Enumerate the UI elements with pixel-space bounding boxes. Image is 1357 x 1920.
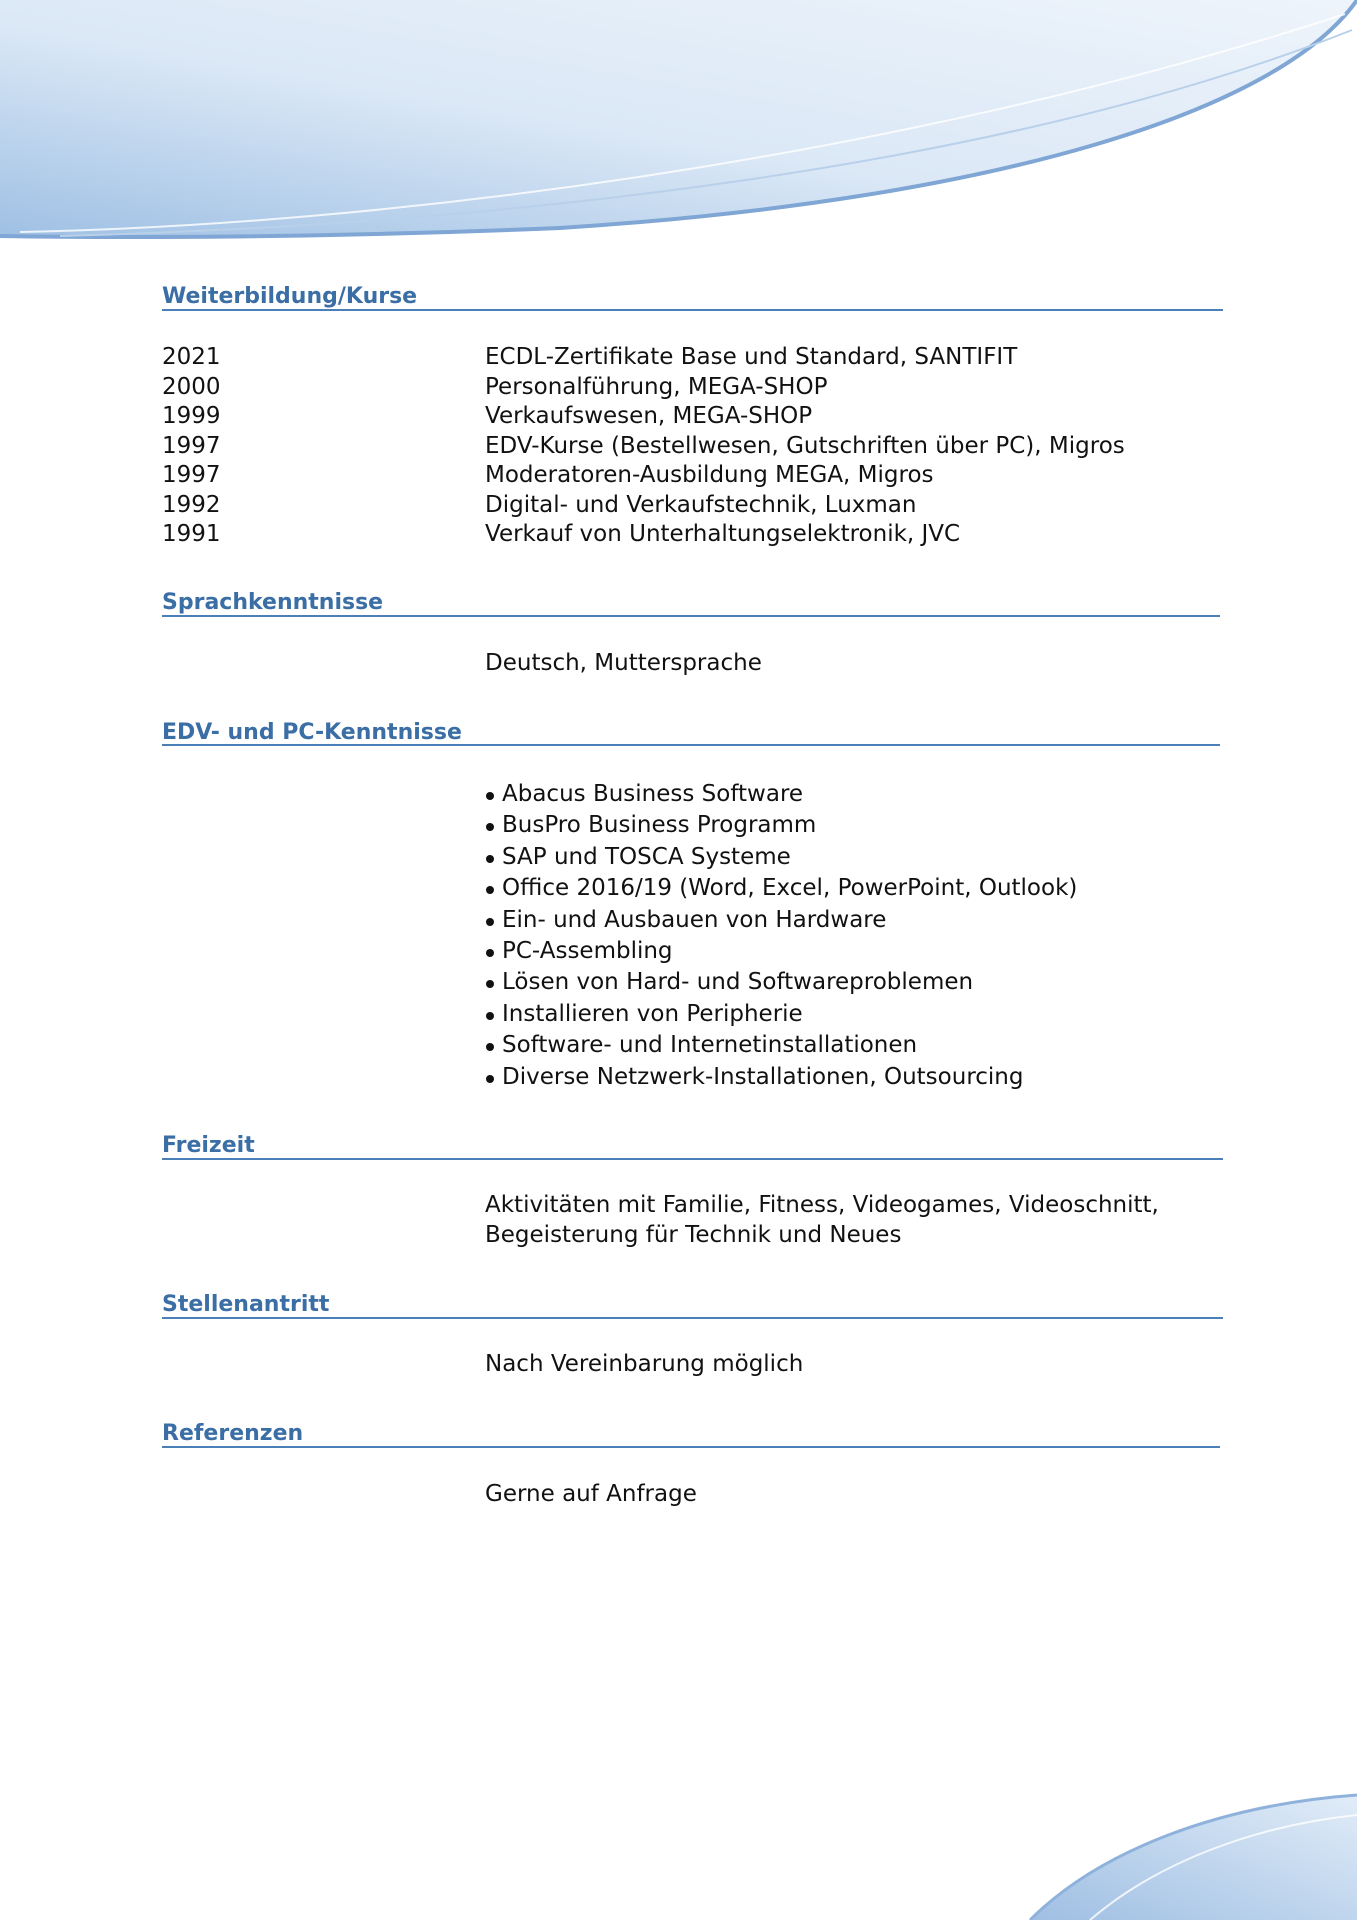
course-year: 1999 (162, 403, 221, 429)
course-year: 1997 (162, 432, 221, 459)
section-rule (162, 1317, 1223, 1319)
section-heading-edv: EDV- und PC-Kenntnisse (162, 720, 462, 745)
section-rule (162, 1158, 1223, 1160)
section-heading-stellenantritt: Stellenantritt (162, 1292, 330, 1317)
course-text: Digital- und Verkaufstechnik, Luxman (485, 491, 917, 518)
hobbies-line: Begeisterung für Technik und Neues (485, 1221, 902, 1248)
skills-list (485, 779, 1225, 1093)
course-year: 1991 (162, 521, 221, 547)
skill-item: Office 2016/19 (Word, Excel, PowerPoint, Outlook) (485, 873, 1225, 904)
skill-item: Abacus Business Software (485, 779, 1225, 810)
section-rule (162, 615, 1220, 617)
header-wave-decoration (0, 0, 1357, 245)
references-text: Gerne auf Anfrage (485, 1481, 697, 1507)
course-year: 2021 (162, 344, 221, 370)
section-heading-freizeit: Freizeit (162, 1133, 255, 1158)
skill-item: Software- und Internetinstallationen (485, 1030, 1225, 1061)
course-text: ECDL-Zertifikate Base und Standard, SANTIFIT (485, 344, 1018, 370)
course-year: 2000 (162, 373, 221, 400)
skill-item: SAP und TOSCA Systeme (485, 842, 1225, 873)
section-rule (162, 744, 1220, 746)
footer-wave-decoration (0, 1790, 1357, 1920)
course-year: 1997 (162, 462, 221, 488)
course-text: Verkaufswesen, MEGA-SHOP (485, 403, 813, 429)
skills-list-container (485, 779, 1225, 1093)
course-text: Moderatoren-Ausbildung MEGA, Migros (485, 462, 934, 488)
skill-item: PC-Assembling (485, 936, 1225, 967)
section-heading-referenzen: Referenzen (162, 1421, 304, 1446)
section-heading-sprachkenntnisse: Sprachkenntnisse (162, 590, 384, 615)
skill-item: Diverse Netzwerk-Installationen, Outsourcing (485, 1062, 1225, 1093)
skill-item: BusPro Business Programm (485, 810, 1225, 841)
section-heading-weiterbildung: Weiterbildung/Kurse (162, 284, 418, 309)
start-date-text: Nach Vereinbarung möglich (485, 1351, 804, 1377)
section-rule (162, 1446, 1220, 1448)
course-text: EDV-Kurse (Bestellwesen, Gutschriften über PC), Migros (485, 432, 1125, 459)
language-text: Deutsch, Muttersprache (485, 650, 762, 676)
course-text: Verkauf von Unterhaltungselektronik, JVC (485, 521, 961, 547)
course-text: Personalführung, MEGA-SHOP (485, 373, 828, 400)
hobbies-line: Aktivitäten mit Familie, Fitness, Videogames, Videoschnitt, (485, 1192, 1159, 1218)
skill-item: Installieren von Peripherie (485, 999, 1225, 1030)
skill-item: Ein- und Ausbauen von Hardware (485, 905, 1225, 936)
section-rule (162, 309, 1223, 311)
skill-item: Lösen von Hard- und Softwareproblemen (485, 967, 1225, 998)
course-year: 1992 (162, 491, 221, 518)
hobbies-text (485, 1191, 1225, 1250)
